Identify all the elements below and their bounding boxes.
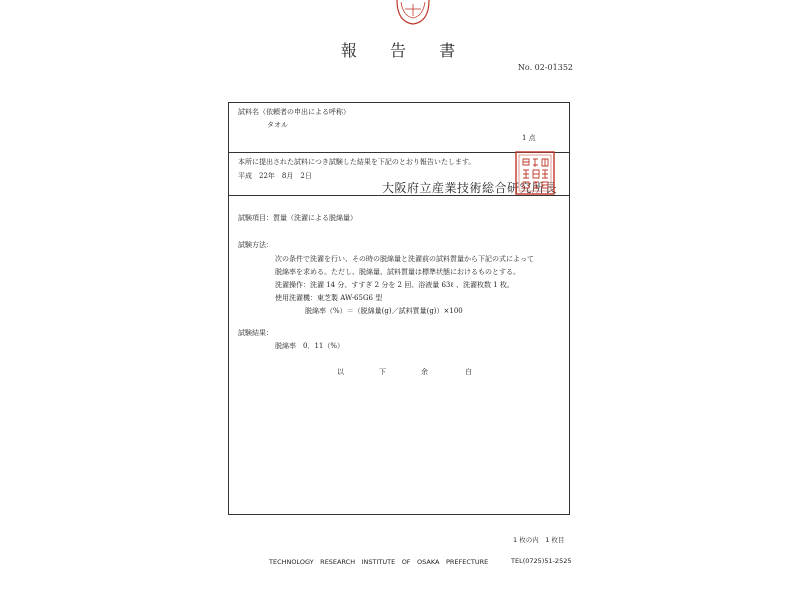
end-mark: 以 bbox=[337, 368, 344, 376]
report-date: 平成 22年 8月 2日 bbox=[238, 172, 312, 180]
divider bbox=[229, 195, 569, 196]
test-method-label: 試験方法： bbox=[238, 241, 273, 249]
method-line: 次の条件で洗濯を行い、その時の脱綿量と洗濯前の試料質量から下記の式によって bbox=[275, 255, 534, 263]
top-seal-icon bbox=[393, 0, 433, 26]
end-mark: 余 bbox=[421, 368, 428, 376]
official-stamp-icon bbox=[515, 151, 555, 195]
method-line: 使用洗濯機：東芝製 AW-65G6 型 bbox=[275, 294, 383, 302]
document-title: 報 告 書 bbox=[340, 41, 470, 60]
formula: 脱綿率（%）＝（脱綿量(g)／試料質量(g)）×100 bbox=[305, 307, 463, 315]
test-result-value: 脱綿率 0．11（%） bbox=[275, 342, 345, 350]
institute-tel: TEL(0725)51-2525 bbox=[511, 557, 572, 565]
report-statement: 本所に提出された試料につき試験した結果を下記のとおり報告いたします。 bbox=[238, 158, 476, 166]
end-mark: 白 bbox=[465, 368, 472, 376]
sample-label: 試料名（依頼者の申出による呼称） bbox=[238, 108, 350, 116]
test-item: 試験項目：質量（洗濯による脱綿量） bbox=[238, 214, 357, 222]
page-count: 1 枚の内 1 枚目 bbox=[513, 536, 565, 544]
sample-name: タオル bbox=[267, 121, 288, 129]
document-number: No. 02-01352 bbox=[517, 63, 573, 72]
method-line: 洗濯操作：洗濯 14 分、すすぎ 2 分を 2 回、浴液量 63ℓ 、洗濯枚数 1 枚。 bbox=[275, 281, 514, 289]
issuer-name: 大阪府立産業技術総合研究所長 bbox=[382, 181, 558, 195]
report-frame bbox=[228, 102, 570, 515]
institute-name: TECHNOLOGY RESEARCH INSTITUTE OF OSAKA PREFECTURE bbox=[269, 558, 489, 566]
end-mark: 下 bbox=[379, 368, 386, 376]
method-line: 脱綿率を求める。ただし、脱綿量、試料質量は標準状態におけるものとする。 bbox=[275, 268, 520, 276]
test-result-label: 試験結果： bbox=[238, 329, 273, 337]
sample-count: 1 点 bbox=[522, 134, 536, 142]
